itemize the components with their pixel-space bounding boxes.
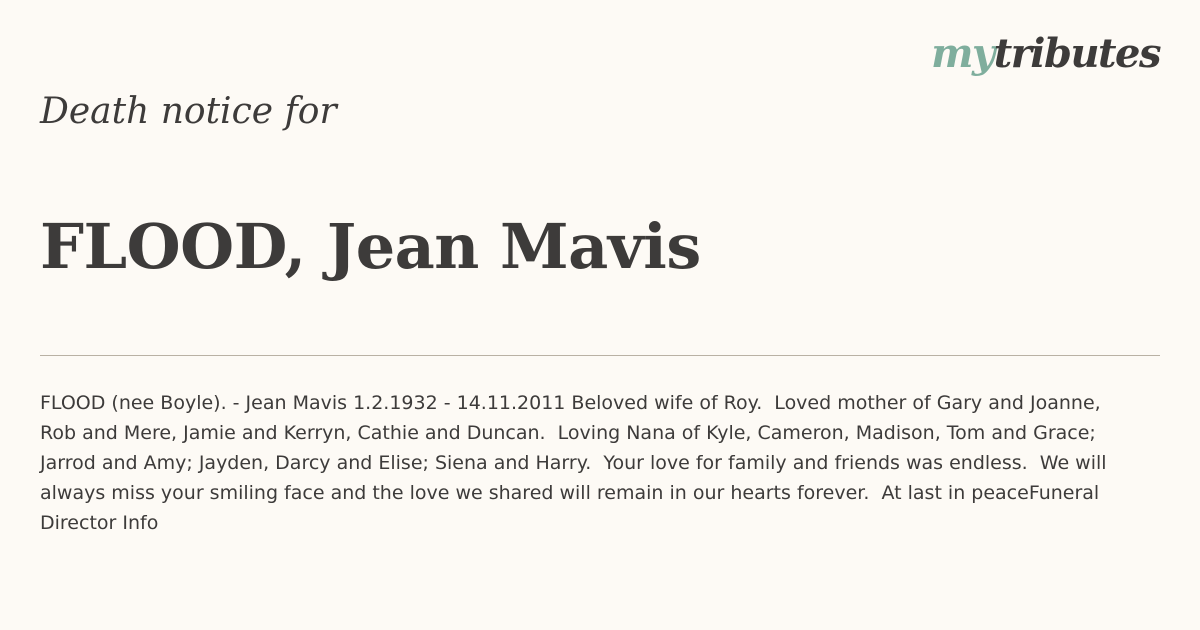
logo-suffix: tributes (993, 30, 1160, 77)
deceased-name: FLOOD, Jean Mavis (40, 210, 701, 283)
notice-label: Death notice for (40, 91, 337, 132)
divider (40, 355, 1160, 356)
logo-prefix: my (931, 30, 994, 77)
mytributes-logo[interactable] (931, 30, 1160, 77)
notice-text: FLOOD (nee Boyle). - Jean Mavis 1.2.1932 - 14.11.2011 Beloved wife of Roy. Loved mother of Gary and Joanne, Rob and Mere, Jamie and Kerryn, Cathie and Duncan. Loving Nana of Kyle, Cameron, Madison, Tom and Grace; Jarrod and Amy; Jayden, Darcy and Elise; Siena and Harry. Your love for family and friends was endless. We will always miss your smiling face and the love we shared will remain in our hearts forever. At last in peaceFuneral Director Info (40, 392, 1113, 534)
